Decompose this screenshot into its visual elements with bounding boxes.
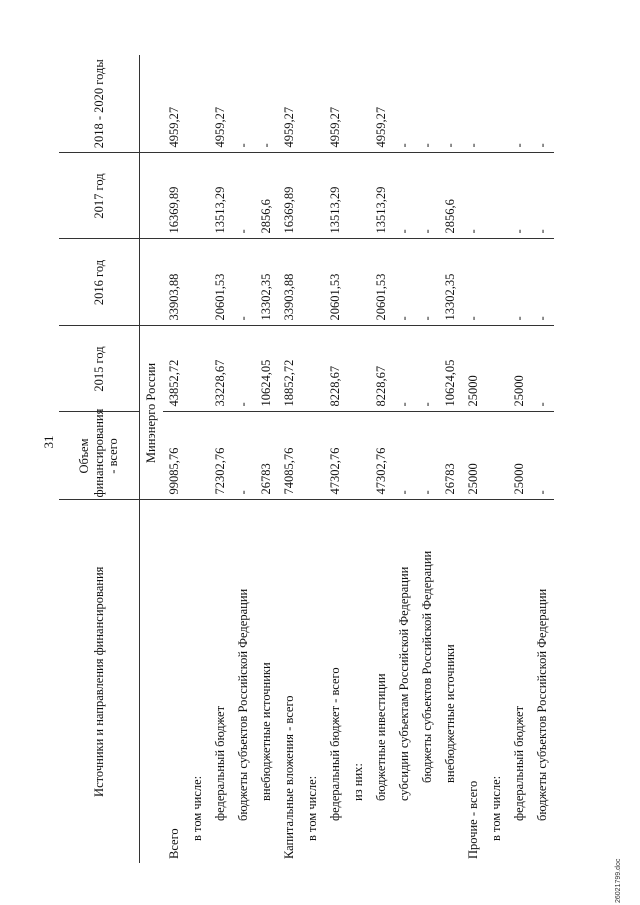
row-value [485,239,508,326]
row-value [186,55,209,153]
row-value: - [416,412,439,500]
row-value: - [232,239,255,326]
row-value: 33903,88 [163,239,186,326]
header-2017: 2017 год [59,153,140,239]
section-spacer [140,239,164,326]
table-row [508,55,531,863]
row-label: Капитальные вложения - всего [282,695,297,859]
table-row [301,55,324,863]
row-value: - [439,55,462,153]
row-value: 13302,35 [255,239,278,326]
row-label: бюджеты субъектов Российской Федерации [535,588,550,821]
row-value: - [393,239,416,326]
row-value [485,412,508,500]
row-value [301,239,324,326]
row-value: 4959,27 [209,55,232,153]
row-value: 13513,29 [209,153,232,239]
row-value [186,412,209,500]
row-value: - [255,55,278,153]
table-header-row [59,55,140,863]
row-value [485,153,508,239]
row-value [301,326,324,412]
row-value: 4959,27 [278,55,301,153]
row-label: федеральный бюджет - всего [328,667,343,821]
row-value [301,55,324,153]
row-value: - [416,153,439,239]
row-value: 4959,27 [163,55,186,153]
row-value: 25000 [462,326,485,412]
table-row [209,55,232,863]
row-value: 20601,53 [370,239,393,326]
row-value: 10624,05 [255,326,278,412]
row-value: 47302,76 [370,412,393,500]
row-value: 10624,05 [439,326,462,412]
section-spacer [140,153,164,239]
row-label: внебюджетные источники [259,662,274,801]
row-value: - [393,326,416,412]
row-value: - [531,239,554,326]
row-value: 8228,67 [324,326,347,412]
section-row [140,55,164,863]
row-label: бюджеты субъектов Российской Федерации [420,550,435,783]
row-value [186,239,209,326]
document-id: 26021799.doc [615,858,622,903]
row-value [347,326,370,412]
row-label: внебюджетные источники [443,644,458,783]
row-value: 33903,88 [278,239,301,326]
row-value: 33228,67 [209,326,232,412]
row-value: - [462,55,485,153]
row-value: 4959,27 [370,55,393,153]
row-value [347,239,370,326]
row-value: 99085,76 [163,412,186,500]
table-row [324,55,347,863]
table-row [531,55,554,863]
row-value: - [462,153,485,239]
row-value: 47302,76 [324,412,347,500]
row-value: - [462,239,485,326]
row-value: - [393,55,416,153]
row-value: - [531,412,554,500]
row-label: бюджеты субъектов Российской Федерации [236,588,251,821]
table-row [416,55,439,863]
row-value [186,153,209,239]
row-value: - [508,239,531,326]
section-spacer [140,55,164,153]
row-value: 13302,35 [439,239,462,326]
header-2015: 2015 год [59,326,140,412]
row-value [347,412,370,500]
row-label: Прочие - всего [466,780,481,859]
page-number: 31 [41,435,56,449]
row-value [485,326,508,412]
row-value: 16369,89 [278,153,301,239]
header-total-volume: Объем финансирования - всего [59,412,140,500]
row-value: 13513,29 [324,153,347,239]
table-row [347,55,370,863]
table-row [393,55,416,863]
row-value: - [508,153,531,239]
table-row [232,55,255,863]
header-2016: 2016 год [59,239,140,326]
row-value [301,153,324,239]
row-value [347,153,370,239]
section-title: Минэнерго России [140,326,164,500]
row-label: бюджетные инвестиции [374,673,389,801]
row-value: - [232,326,255,412]
row-value: - [531,55,554,153]
row-value [485,55,508,153]
table-row [278,55,301,863]
row-value: 26783 [255,412,278,500]
row-value: 25000 [462,412,485,500]
row-value: 20601,53 [324,239,347,326]
row-label: в том числе: [305,775,320,841]
row-label: федеральный бюджет [213,705,228,821]
row-label: субсидии субъектам Российской Федерации [397,566,412,801]
row-value: - [531,153,554,239]
row-value: 8228,67 [370,326,393,412]
row-value: 25000 [508,412,531,500]
row-value: - [416,326,439,412]
table-row [439,55,462,863]
table-row [485,55,508,863]
financing-table [59,55,554,863]
row-value: - [232,55,255,153]
row-value: - [232,412,255,500]
row-value: - [508,55,531,153]
row-value [301,412,324,500]
table-row [462,55,485,863]
row-value: 4959,27 [324,55,347,153]
table-row [186,55,209,863]
section-spacer [140,500,164,863]
row-label: из них: [351,763,366,801]
header-sources: Источники и направления финансирования [59,500,140,863]
row-value: 72302,76 [209,412,232,500]
row-value [186,326,209,412]
row-label: в том числе: [489,775,504,841]
row-label: в том числе: [190,775,205,841]
header-2018-2020: 2018 - 2020 годы [59,55,140,153]
row-value: 43852,72 [163,326,186,412]
row-value: 16369,89 [163,153,186,239]
row-value: - [416,55,439,153]
row-value: 25000 [508,326,531,412]
table-row [255,55,278,863]
row-value: - [393,412,416,500]
row-value: - [232,153,255,239]
row-value: 13513,29 [370,153,393,239]
row-value: 2856,6 [439,153,462,239]
row-value: 18852,72 [278,326,301,412]
row-value [347,55,370,153]
row-value: 26783 [439,412,462,500]
row-value: - [393,153,416,239]
row-value: - [416,239,439,326]
row-label: федеральный бюджет [512,705,527,821]
table-row [370,55,393,863]
table-row [163,55,186,863]
row-value: - [531,326,554,412]
row-value: 20601,53 [209,239,232,326]
row-value: 74085,76 [278,412,301,500]
row-value: 2856,6 [255,153,278,239]
row-label: Всего [167,828,182,859]
